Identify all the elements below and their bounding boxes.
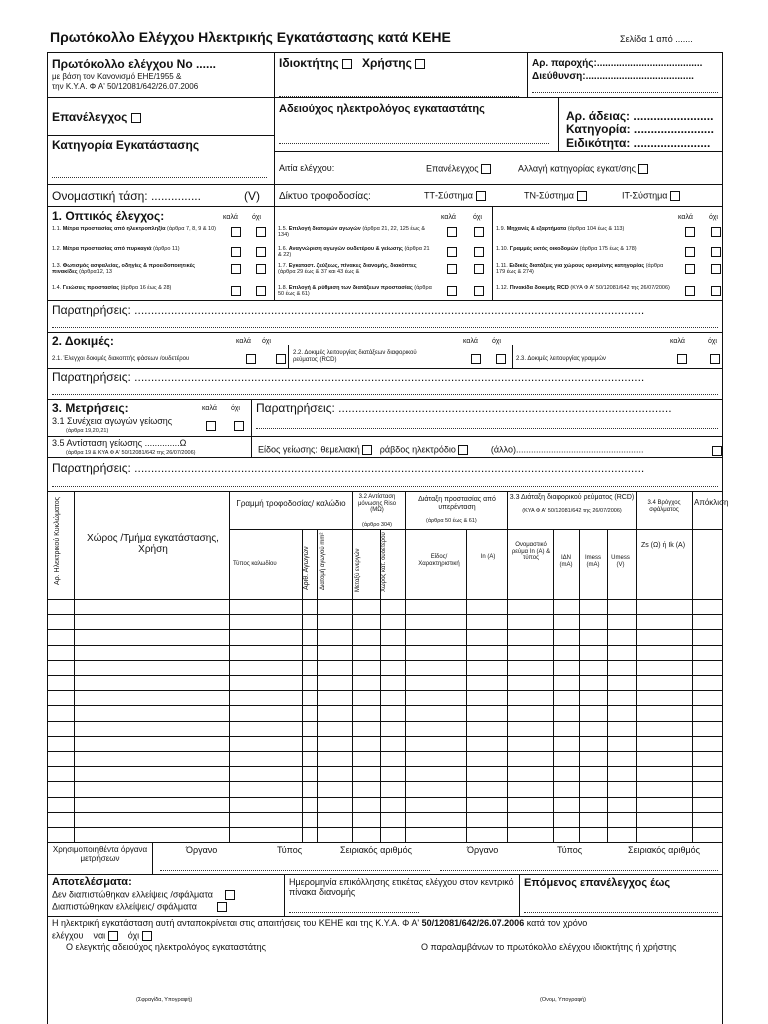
visual-item-ref: (άρθρα 16 έως & 28): [120, 285, 172, 291]
license-number: Αρ. άδειας: ........................: [566, 109, 714, 123]
electrician-label: Αδειούχος ηλεκτρολόγος εγκαταστάτης: [279, 103, 485, 115]
earth-resistance: 3.5 Αντίσταση γείωσης ..............Ω: [52, 438, 187, 448]
visual-item-2-4: [278, 285, 433, 297]
visual-item-label: Μέτρα προστασίας από πυρκαγιά: [62, 246, 152, 252]
next-recheck: Επόμενος επανέλεγχος έως: [524, 877, 671, 889]
visual-2-4-good-checkbox[interactable]: [447, 286, 457, 296]
visual-item-label: Ειδικές διατάξεις για χώρους ορισμένης κατηγορίας: [509, 263, 645, 269]
conductor-count-header: Αριθ. Αγωγών: [303, 546, 310, 590]
visual-item-number: 1.8.: [278, 285, 288, 291]
type-2: Τύπος: [557, 845, 583, 855]
visual-2-1-good-checkbox[interactable]: [447, 227, 457, 237]
user-checkbox[interactable]: [415, 59, 425, 69]
specialty: Ειδικότητα: .......................: [566, 136, 711, 150]
reason-recheck: Επανέλεγχος: [426, 164, 491, 174]
table-row[interactable]: [47, 645, 723, 646]
table-row[interactable]: [47, 629, 723, 630]
col1-no-header: όχι: [252, 214, 261, 221]
visual-3-1-no-checkbox[interactable]: [711, 227, 721, 237]
supply-number: Αρ. παροχής:......................................: [532, 58, 703, 69]
tt-system: ΤΤ-Σύστημα: [424, 191, 486, 201]
tests-title: 2. Δοκιμές:: [52, 334, 114, 348]
instrument-1: Όργανο: [186, 845, 218, 855]
visual-item-label: Γειώσεις προστασίας: [62, 285, 120, 291]
remarks-1: Παρατηρήσεις: .........................................................................................................................................................: [52, 303, 645, 317]
table-row[interactable]: [47, 827, 723, 828]
instruments-label: Χρησιμοποιηθέντα όργανα μετρήσεων: [52, 845, 148, 863]
result-fail-checkbox[interactable]: [217, 902, 227, 912]
cross-section-header: Διατομή αγωγού mm²: [320, 532, 326, 590]
visual-item-ref: (άρθρα 175 έως & 178): [579, 246, 637, 252]
page-number: Σελίδα 1 από .......: [620, 34, 693, 44]
visual-item-number: 1.2.: [52, 246, 62, 252]
visual-item-label: Επιλογή διατομών αγωγών: [288, 226, 361, 232]
col3-good-header: καλά: [678, 214, 693, 221]
visual-item-number: 1.5.: [278, 226, 288, 232]
rod-checkbox[interactable]: [458, 445, 468, 455]
visual-item-3-3: [496, 263, 671, 275]
network-label: Δίκτυο τροφοδοσίας:: [279, 191, 371, 202]
visual-item-label: Αναγνώριση αγωγών ουδετέρου & γείωσης: [288, 246, 403, 252]
visual-item-number: 1.12.: [496, 285, 509, 291]
visual-item-3-1: [496, 226, 671, 232]
visual-item-number: 1.10.: [496, 246, 509, 252]
col2-no-header: όχι: [473, 214, 482, 221]
check-reason: Αιτία ελέγχου:: [279, 163, 335, 173]
serial-1: Σειριακός αριθμός: [340, 845, 412, 855]
visual-2-2-no-checkbox[interactable]: [474, 247, 484, 257]
table-column-line: [607, 529, 608, 842]
visual-3-4-no-checkbox[interactable]: [711, 286, 721, 296]
test-2-1: 2.1. Έλεγχοι δοκιμές διακοπτής φάσεων /ουδετέρου: [52, 356, 190, 362]
col2-good-header: καλά: [441, 214, 456, 221]
installation-category: Κατηγορία Εγκατάστασης: [52, 138, 200, 152]
test-2-1-no-checkbox[interactable]: [276, 354, 286, 364]
visual-item-label: Εγκαταστ. ζεύξεως, πίνακες διανομής, διακόπτες: [288, 263, 417, 269]
meas-no-header: όχι: [231, 405, 240, 412]
visual-2-1-no-checkbox[interactable]: [474, 227, 484, 237]
table-row[interactable]: [47, 736, 723, 737]
tests-no-3: όχι: [708, 338, 717, 345]
meas-good-header: καλά: [202, 405, 217, 412]
visual-item-1-1: [52, 226, 222, 232]
table-column-line: [302, 529, 303, 842]
reason-change-checkbox[interactable]: [638, 164, 648, 174]
test-2-3: 2.3. Δοκιμές λειτουργίας γραμμών: [516, 356, 606, 362]
visual-item-ref: (άρθρο 11): [153, 246, 180, 252]
recheck-label: Επανέλεγχος: [52, 111, 141, 124]
tests-no-1: όχι: [262, 338, 271, 345]
tests-good-1: καλά: [236, 338, 251, 345]
visual-3-2-good-checkbox[interactable]: [685, 247, 695, 257]
recheck-checkbox[interactable]: [131, 113, 141, 123]
result-ok-checkbox[interactable]: [225, 890, 235, 900]
signature-left-sub: (Σφραγίδα, Υπογραφή): [136, 997, 193, 1003]
it-checkbox[interactable]: [670, 191, 680, 201]
result-ok: Δεν διαπιστώθηκαν ελλείψεις /σφάλματα: [52, 890, 235, 900]
owner-checkbox[interactable]: [342, 59, 352, 69]
visual-item-number: 1.6.: [278, 246, 288, 252]
table-column-line: [553, 529, 554, 842]
results-title: Αποτελέσματα:: [52, 876, 132, 888]
feed-line-header: Γραμμή τροφοδοσίας/ καλώδιο: [236, 499, 346, 508]
measurement-3-1: 3.1 Συνέχεια αγωγών γείωσης: [52, 416, 173, 426]
rcd-header: 3.3 Διάταξη διαφορικού ρεύματος (RCD): [509, 494, 635, 501]
to-earth-header: Χώρος κατ. ουδετέρου: [381, 532, 387, 592]
visual-item-number: 1.11.: [496, 263, 508, 269]
it-system: IT-Σύστημα: [622, 191, 680, 201]
visual-item-ref: (άρθρα 29 έως & 37 και 43 έως &: [278, 269, 360, 276]
visual-item-ref: (άρθρα 7, 8, 9 & 10): [166, 226, 216, 232]
visual-item-ref: (άρθρα12, 13: [79, 269, 112, 276]
visual-item-1-3: [52, 263, 222, 275]
rcd-ref: (ΚΥΑ Φ Α' 50/12081/642 της 26/07/2006): [522, 508, 622, 514]
tests-good-3: καλά: [670, 338, 685, 345]
visual-1-3-good-checkbox[interactable]: [231, 264, 241, 274]
visual-1-2-no-checkbox[interactable]: [256, 247, 266, 257]
visual-item-number: 1.1.: [52, 226, 62, 232]
visual-item-label: Φωτισμός ασφαλείας, οδηγίες & προειδοποιητικές πινακίδες: [52, 263, 196, 276]
table-row[interactable]: [47, 721, 723, 722]
instrument-2: Όργανο: [467, 845, 499, 855]
table-row: [47, 842, 723, 843]
cable-type-header: Τύπος καλωδίου: [233, 561, 277, 567]
table-row[interactable]: [47, 599, 723, 600]
address: Διεύθυνση:.......................................: [532, 71, 694, 82]
visual-item-label: Πινακίδα δοκιμής RCD: [509, 285, 569, 291]
label-date: Ημερομηνία επικόλλησης ετικέτας ελέγχου στον κεντρικό πίνακα διανομής: [289, 877, 514, 897]
overcurrent-header: Διάταξη προστασίας από υπερένταση: [418, 496, 496, 511]
visual-item-3-2: [496, 246, 671, 252]
measurements-title: 3. Μετρήσεις:: [52, 401, 129, 415]
visual-item-ref: (ΚΥΑ Φ Α' 50/12081/642 της 26/07/2006): [570, 285, 670, 291]
earth-type: Είδος γείωσης: θεμελιακή ράβδος ηλεκτρόδιο (άλλο)...................................................: [258, 444, 644, 455]
visual-item-ref: (άρθρα 104 έως & 113): [567, 226, 625, 232]
visual-item-2-3: [278, 263, 433, 275]
test-2-3-good-checkbox[interactable]: [677, 354, 687, 364]
test-2-1-good-checkbox[interactable]: [246, 354, 256, 364]
meas-3-1-good-checkbox[interactable]: [206, 421, 216, 431]
other-earth-checkbox[interactable]: [712, 446, 722, 456]
visual-3-3-good-checkbox[interactable]: [685, 264, 695, 274]
test-2-2-good-checkbox[interactable]: [471, 354, 481, 364]
tests-no-2: όχι: [492, 338, 501, 345]
col1-good-header: καλά: [223, 214, 238, 221]
tn-checkbox[interactable]: [577, 191, 587, 201]
visual-item-label: Επιλογή & ρύθμιση των διατάξεων προστασίας: [288, 285, 413, 291]
voltage-label: Ονομαστική τάση: ...............: [52, 189, 201, 203]
table-column-line: [579, 529, 580, 842]
signature-right-label: Ο παραλαμβάνων το πρωτόκολλο ελέγχου ιδιοκτήτης ή χρήστης: [421, 942, 677, 952]
foundation-checkbox[interactable]: [362, 445, 372, 455]
signature-left-label: Ο ελεγκτής αδειούχος ηλεκτρολόγος εγκαταστάτης: [66, 942, 266, 952]
visual-3-3-no-checkbox[interactable]: [711, 264, 721, 274]
in-header: In (A): [480, 554, 496, 560]
visual-item-3-4: [496, 285, 671, 291]
visual-item-number: 1.3.: [52, 263, 62, 269]
space-header: Χώρος /Τμήμα εγκατάστασης, Χρήση: [87, 533, 219, 555]
visual-item-label: Γραμμές εκτός οικοδομών: [509, 246, 579, 252]
table-row[interactable]: [47, 690, 723, 691]
visual-item-ref: (άρθρα 50 έως & 61): [278, 285, 432, 298]
earth-resistance-ref: (άρθρα 19 & ΚΥΑ Φ Α' 50/12081/642 της 26/07/2006): [66, 450, 196, 456]
type-char-header: Είδος/ Χαρακτηριστική: [418, 554, 460, 567]
umess-header: Umess (V): [611, 555, 630, 568]
table-row[interactable]: [47, 812, 723, 813]
measurements-remarks: Παρατηρήσεις: ....................................................................................................: [256, 401, 672, 415]
statement-yes-checkbox[interactable]: [108, 931, 118, 941]
visual-1-4-no-checkbox[interactable]: [256, 286, 266, 296]
basis-line-2: την Κ.Υ.Α. Φ Α' 50/12081/642/26.07.2006: [52, 82, 199, 91]
visual-1-1-no-checkbox[interactable]: [256, 227, 266, 237]
table-row[interactable]: [47, 766, 723, 767]
visual-item-ref: (άρθρα 21, 22, 125 έως & 134): [278, 226, 425, 239]
insulation-ref: (άρθρο 304): [362, 522, 392, 528]
visual-3-2-no-checkbox[interactable]: [711, 247, 721, 257]
visual-item-number: 1.4.: [52, 285, 62, 291]
table-row[interactable]: [47, 660, 723, 661]
visual-3-4-good-checkbox[interactable]: [685, 286, 695, 296]
table-row[interactable]: [47, 797, 723, 798]
license-category: Κατηγορία: ........................: [566, 122, 714, 136]
visual-item-2-2: [278, 246, 433, 258]
remarks-3: Παρατηρήσεις: .........................................................................................................................................................: [52, 461, 645, 475]
measurement-3-1-ref: (άρθρα 19,20,21): [66, 428, 109, 434]
remarks-2: Παρατηρήσεις: .........................................................................................................................................................: [52, 370, 645, 384]
page-title: Πρωτόκολλο Ελέγχου Ηλεκτρικής Εγκατάστασης κατά ΚΕΗΕ: [50, 29, 451, 45]
test-2-2: 2.2. Δοκιμές λειτουργίας διατάξεων διαφορικού ρεύματος (RCD): [293, 350, 417, 363]
test-2-3-no-checkbox[interactable]: [710, 354, 720, 364]
visual-2-2-good-checkbox[interactable]: [447, 247, 457, 257]
reason-recheck-checkbox[interactable]: [481, 164, 491, 174]
circuit-number-header: Αρ. Ηλεκτρικού Κυκλώματος: [54, 497, 61, 585]
table-row[interactable]: [47, 705, 723, 706]
protocol-number: Πρωτόκολλο ελέγχου Νο ......: [52, 57, 216, 71]
visual-1-4-good-checkbox[interactable]: [231, 286, 241, 296]
meas-3-1-no-checkbox[interactable]: [234, 421, 244, 431]
visual-item-1-2: [52, 246, 222, 252]
table-column-line: [466, 529, 467, 842]
reason-change: Αλλαγή κατηγορίας εγκατ/σης: [518, 164, 648, 174]
type-1: Τύπος: [277, 845, 303, 855]
statement-yes-no: ελέγχου ναι όχι: [52, 931, 152, 941]
visual-2-4-no-checkbox[interactable]: [474, 286, 484, 296]
serial-2: Σειριακός αριθμός: [628, 845, 700, 855]
visual-item-ref: (άρθρα 21 & 22): [278, 246, 430, 259]
table-column-line: [380, 529, 381, 842]
visual-2-3-good-checkbox[interactable]: [447, 264, 457, 274]
voltage-unit: (V): [244, 189, 260, 203]
owner-label: Ιδιοκτήτης Χρήστης: [279, 57, 425, 70]
result-fail: Διαπιστώθηκαν ελλείψεις/ σφάλματα: [52, 902, 227, 912]
table-row[interactable]: [47, 781, 723, 782]
rated-current-header: Ονομαστικό ρεύμα In (A) & τύπος: [511, 542, 551, 562]
visual-3-1-good-checkbox[interactable]: [685, 227, 695, 237]
col3-no-header: όχι: [709, 214, 718, 221]
table-row[interactable]: [47, 751, 723, 752]
visual-check-title: 1. Οπτικός έλεγχος:: [52, 209, 165, 223]
table-row[interactable]: [47, 614, 723, 615]
statement-no-checkbox[interactable]: [142, 931, 152, 941]
visual-1-2-good-checkbox[interactable]: [231, 247, 241, 257]
tn-system: ΤΝ-Σύστημα: [524, 191, 587, 201]
loop-header: 3.4 Βρόγχος σφάλματος: [647, 500, 681, 513]
visual-item-2-1: [278, 226, 433, 238]
visual-item-number: 1.7.: [278, 263, 288, 269]
table-column-line: [317, 529, 318, 842]
disconnect-header: Απόκλιση: [694, 498, 729, 507]
statement: Η ηλεκτρική εγκατάσταση αυτή ανταποκρίνεται στις απαιτήσεις του ΚΕΗΕ και της Κ.Υ.Α. Φ Α' 50/12081/642/26.07.2006 κατά τον χρόνο: [52, 918, 588, 928]
visual-2-3-no-checkbox[interactable]: [474, 264, 484, 274]
visual-item-label: Μέτρα προστασίας από ηλεκτροπληξία: [62, 226, 166, 232]
signature-right-sub: (Ονομ, Υπογραφή): [540, 997, 587, 1003]
imess-header: Imess (mA): [584, 555, 601, 568]
idn-header: IΔN (mA): [559, 555, 573, 568]
overcurrent-ref: (άρθρα 50 έως & 61): [426, 518, 477, 524]
tt-checkbox[interactable]: [476, 191, 486, 201]
tests-good-2: καλά: [463, 338, 478, 345]
loop-value-header: Zs (Ω) ή Ik (A): [640, 542, 686, 549]
between-active-header: Μεταξύ ενεργών: [355, 548, 361, 592]
visual-item-label: Μηχανές & εξαρτήματα: [506, 226, 567, 232]
visual-item-1-4: [52, 285, 222, 291]
insulation-header: 3.2 Αντίσταση μόνωσης Riso (MΩ): [357, 494, 397, 514]
visual-item-ref: (άρθρα 179 έως & 274): [496, 263, 664, 276]
visual-item-number: 1.9.: [496, 226, 506, 232]
visual-1-3-no-checkbox[interactable]: [256, 264, 266, 274]
test-2-2-no-checkbox[interactable]: [496, 354, 506, 364]
table-row[interactable]: [47, 675, 723, 676]
basis-line-1: με βάση τον Κανονισμό ΕΗΕ/1955 &: [52, 72, 182, 81]
visual-1-1-good-checkbox[interactable]: [231, 227, 241, 237]
